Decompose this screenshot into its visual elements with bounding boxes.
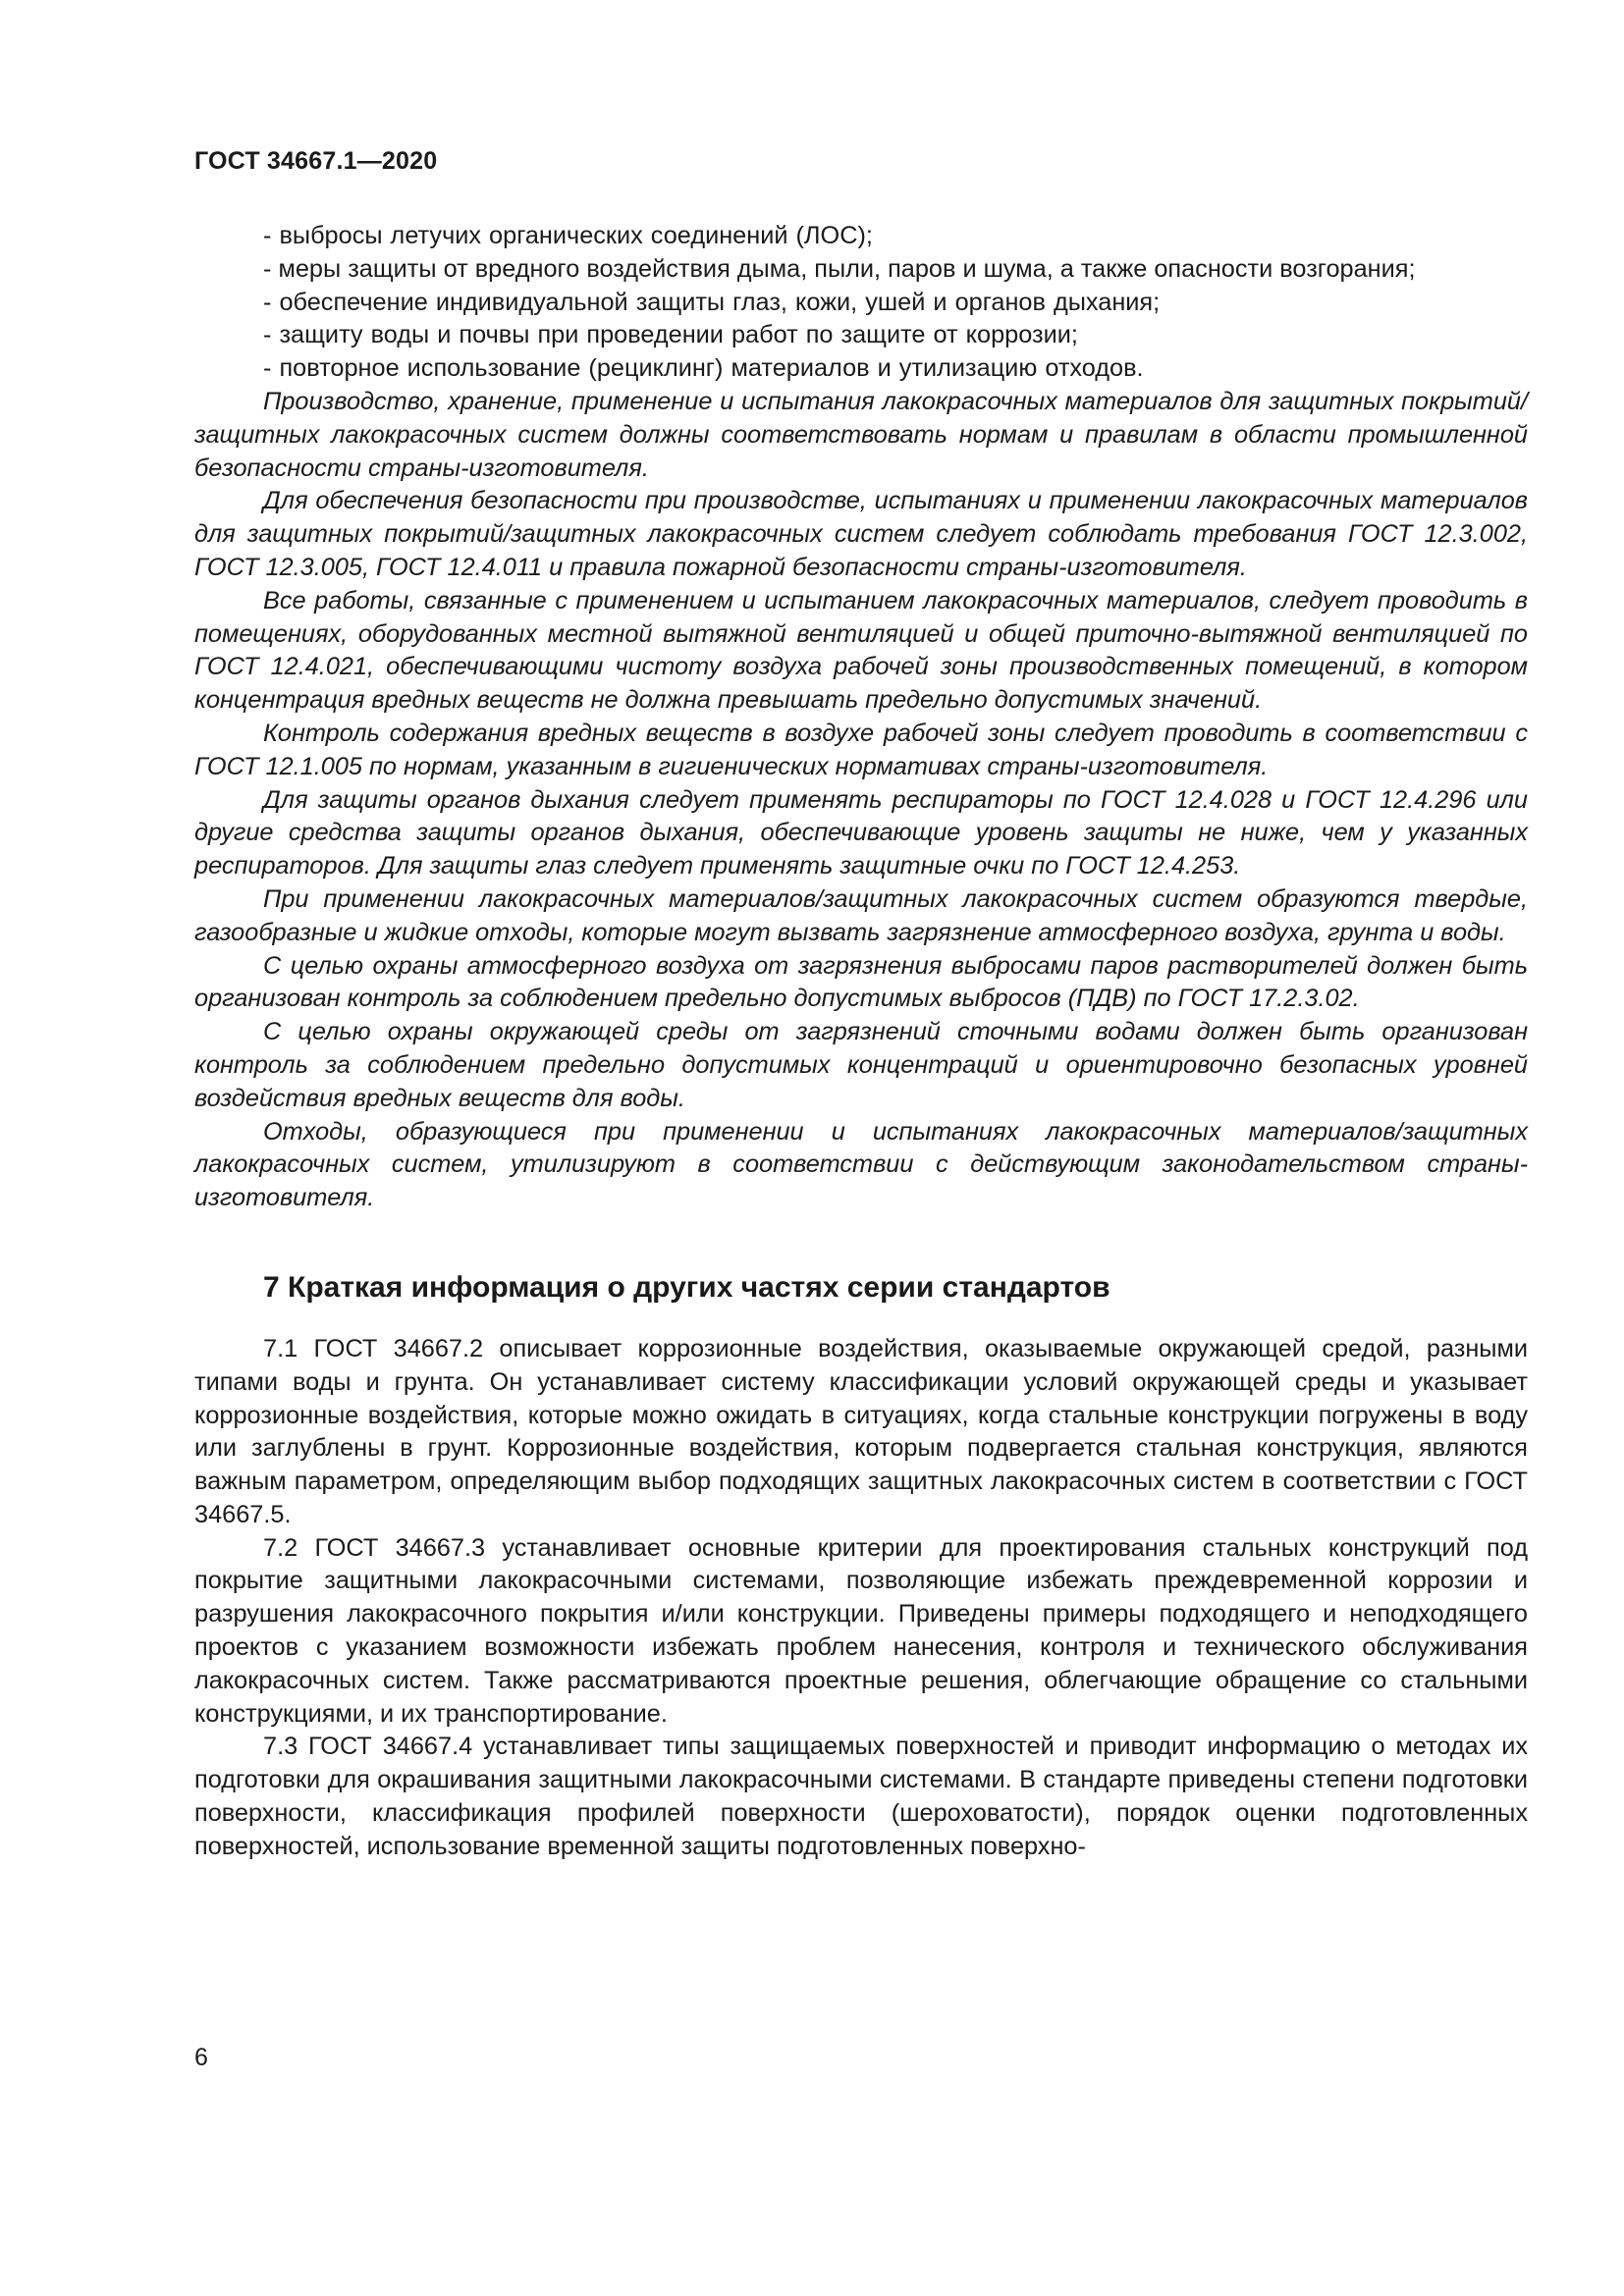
section-heading: 7 Краткая информация о других частях серии стандартов <box>263 1270 1110 1304</box>
paragraph-7-3: 7.3 ГОСТ 34667.4 устанавливает типы защищаемых поверхностей и приводит информацию о методах их подготовки для окрашивания защитными лакокрасочными системами. В стандарте приведены степени подготовки поверхности, классификация профилей поверхности (шероховатости), порядок оценки подготовленных поверхностей, использование временной защиты подготовленных поверхно- <box>194 1733 1528 1860</box>
paragraph-7-2: 7.2 ГОСТ 34667.3 устанавливает основные критерии для проектирования стальных конструкций под покрытие защитными лакокрасочными системами, позволяющие избежать преждевременной коррозии и разрушения лакокрасочного покрытия и/или конструкции. Приведены примеры подходящего и неподходящего проектов с указанием возможности избежать проблем нанесения, контроля и технического обслуживания лакокрасочных систем. Также рассматриваются проектные решения, облегчающие обращение со стальными конструкциями, и их транспортирование. <box>194 1533 1528 1728</box>
paragraph-safety-norms: Производство, хранение, применение и испытания лакокрасочных материалов для защитных покрытий/защитных лакокрасочных систем должны соответствовать нормам и правилам в области промышленной безопасности страны-изготовителя. <box>194 387 1528 482</box>
list-item: - выбросы летучих органических соединений (ЛОС); <box>263 222 873 249</box>
paragraph-waste-disposal: Отходы, образующиеся при применении и испытаниях лакокрасочных материалов/защитных лакокрасочных систем, утилизируют в соответствии с действующим законодательством страны-изготовителя. <box>194 1117 1528 1212</box>
paragraph-water-protection: С целью охраны окружающей среды от загрязнений сточными водами должен быть организован контроль за соблюдением предельно допустимых концентраций и ориентировочно безопасных уровней воздействия вредных веществ для воды. <box>194 1018 1528 1112</box>
paragraph-waste-formation: При применении лакокрасочных материалов/защитных лакокрасочных систем образуются твердые, газообразные и жидкие отходы, которые могут вызвать загрязнение атмосферного воздуха, грунта и воды. <box>194 884 1528 946</box>
list-item: - защиту воды и почвы при проведении работ по защите от коррозии; <box>263 321 1078 349</box>
list-item: - повторное использование (рециклинг) материалов и утилизацию отходов. <box>263 354 1144 383</box>
list-item: - обеспечение индивидуальной защиты глаз, кожи, ушей и органов дыхания; <box>263 288 1161 316</box>
paragraph-safety-requirements: Для обеспечения безопасности при производстве, испытаниях и применении лакокрасочных материалов для защитных покрытий/защитных лакокрасочных систем следует соблюдать требования ГОСТ 12.3.002, ГОСТ 12.3.005, ГОСТ 12.4.011 и правила пожарной безопасности страны-изготовителя. <box>194 487 1528 581</box>
page-number: 6 <box>194 2044 208 2071</box>
paragraph-7-1: 7.1 ГОСТ 34667.2 описывает коррозионные воздействия, оказываемые окружающей средой, разными типами воды и грунта. Он устанавливает систему классификации условий окружающей среды и указывает коррозионные воздействия, которые можно ожидать в ситуациях, когда стальные конструкции погружены в воду или заглублены в грунт. Коррозионные воздействия, которым подвергается стальная конструкция, являются важным параметром, определяющим выбор подходящих защитных лакокрасочных систем в соответствии с ГОСТ 34667.5. <box>194 1334 1528 1528</box>
list-item: - меры защиты от вредного воздействия дыма, пыли, паров и шума, а также опасности возгорания; <box>263 254 1416 283</box>
document-number-header: ГОСТ 34667.1—2020 <box>194 147 438 175</box>
paragraph-air-protection: С целью охраны атмосферного воздуха от загрязнения выбросами паров растворителей должен быть организован контроль за соблюдением предельно допустимых выбросов (ПДВ) по ГОСТ 17.2.3.02. <box>194 951 1528 1013</box>
document-body <box>194 220 1528 1864</box>
paragraph-ventilation: Все работы, связанные с применением и испытанием лакокрасочных материалов, следует проводить в помещениях, оборудованных местной вытяжной вентиляцией и общей приточно-вытяжной вентиляцией по ГОСТ 12.4.021, обеспечивающими чистоту воздуха рабочей зоны производственных помещений, в котором концентрация вредных веществ не должна превышать предельно допустимых значений. <box>194 586 1528 715</box>
paragraph-air-control: Контроль содержания вредных веществ в воздухе рабочей зоны следует проводить в соответствии с ГОСТ 12.1.005 по нормам, указанным в гигиенических нормативах страны-изготовителя. <box>194 719 1528 780</box>
paragraph-respiratory-protection: Для защиты органов дыхания следует применять респираторы по ГОСТ 12.4.028 и ГОСТ 12.4.296 или другие средства защиты органов дыхания, обеспечивающие уровень защиты не ниже, чем у указанных респираторов. Для защиты глаз следует применять защитные очки по ГОСТ 12.4.253. <box>194 785 1528 881</box>
